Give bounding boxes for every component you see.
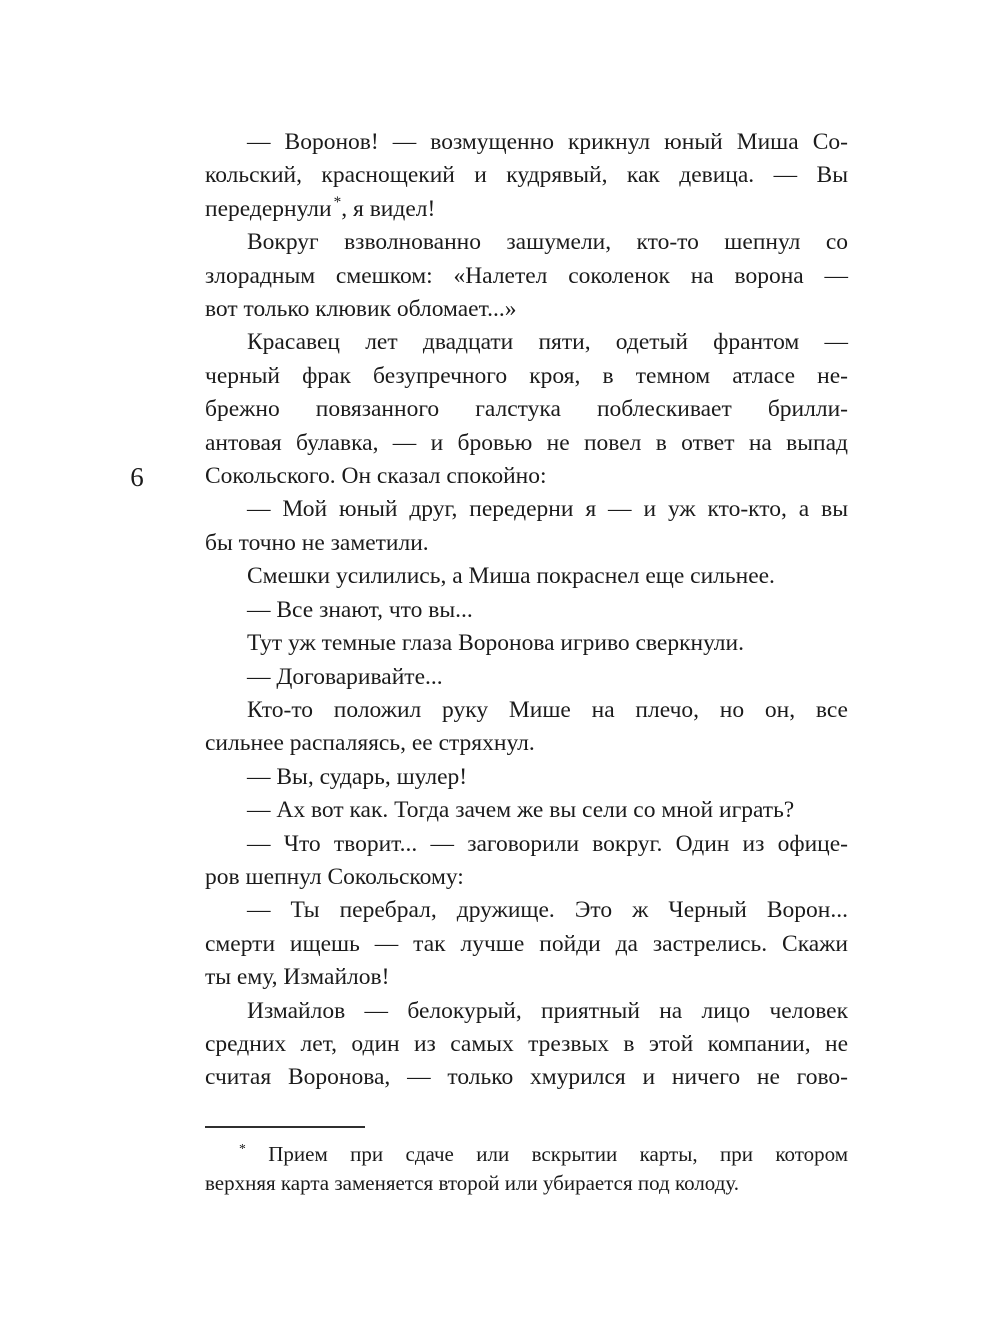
text-line: кольский, краснощекий и кудрявый, как девица. — Вы — [205, 162, 848, 189]
paragraph — [205, 560, 848, 593]
paragraph — [205, 126, 848, 226]
text-line: смерти ищешь — так лучше пойди да застрелись. Скажи — [205, 930, 848, 957]
text-line: черный фрак безупречного кроя, в темном атласе не- — [205, 362, 848, 389]
text-line: — Ах вот как. Тогда зачем же вы сели со мной играть? — [247, 797, 795, 824]
paragraph — [205, 1140, 848, 1197]
paragraph — [205, 694, 848, 761]
paragraph — [205, 995, 848, 1095]
text-line: Измайлов — белокурый, приятный на лицо человек — [247, 997, 848, 1024]
text-line: сильнее распаляясь, ее стряхнул. — [205, 730, 535, 757]
text-line: * Прием при сдаче или вскрытии карты, при котором — [239, 1141, 848, 1166]
paragraph — [205, 894, 848, 994]
footnote-marker: * — [239, 1141, 246, 1156]
text-line: — Договаривайте... — [247, 663, 443, 690]
text-line: злорадным смешком: «Налетел соколенок на ворона — — [205, 262, 848, 289]
text-line: — Что творит... — заговорили вокруг. Один из офице- — [247, 830, 848, 857]
text-line: Красавец лет двадцати пяти, одетый франтом — — [247, 329, 848, 356]
paragraph — [205, 226, 848, 326]
text-line: брежно повязанного галстука поблескивает брилли- — [205, 396, 848, 423]
paragraph — [205, 828, 848, 895]
text-line: — Все знают, что вы... — [247, 596, 473, 623]
text-line: — Мой юный друг, передерни я — и уж кто-кто, а вы — [247, 496, 848, 523]
footnote-separator — [205, 1126, 365, 1128]
text-line: — Вы, сударь, шулер! — [247, 763, 468, 790]
text-line: ты ему, Измайлов! — [205, 964, 390, 991]
text-line: ров шепнул Сокольскому: — [205, 863, 464, 890]
text-line: вот только клювик обломает...» — [205, 296, 517, 323]
footnote-marker: * — [333, 193, 342, 211]
paragraph — [205, 493, 848, 560]
text-line: Смешки усилились, а Миша покраснел еще сильнее. — [247, 563, 775, 590]
text-line: средних лет, один из самых трезвых в этой компании, не — [205, 1030, 848, 1057]
footnote — [205, 1140, 848, 1197]
text-line: Вокруг взволнованно зашумели, кто-то шепнул со — [247, 229, 848, 256]
paragraph — [205, 661, 848, 694]
text-line: верхняя карта заменяется второй или убирается под колоду. — [205, 1170, 740, 1195]
text-line: — Ты перебрал, дружище. Это ж Черный Ворон... — [247, 897, 848, 924]
page-number: 6 — [130, 462, 144, 492]
paragraph — [205, 761, 848, 794]
paragraph — [205, 594, 848, 627]
text-line: Тут уж темные глаза Воронова игриво сверкнули. — [247, 630, 744, 657]
text-line: антовая булавка, — и бровью не повел в ответ на выпад — [205, 429, 848, 456]
paragraph — [205, 794, 848, 827]
text-line: бы точно не заметили. — [205, 529, 429, 556]
text-line: — Воронов! — возмущенно крикнул юный Миша Со- — [247, 129, 848, 155]
paragraph — [205, 326, 848, 493]
text-line: передернули *, я видел! — [205, 193, 436, 222]
body-text — [205, 126, 848, 1095]
paragraph — [205, 627, 848, 660]
text-line: Сокольского. Он сказал спокойно: — [205, 463, 547, 490]
text-line: считая Воронова, — только хмурился и ничего не гово- — [205, 1064, 848, 1091]
text-line: Кто-то положил руку Мише на плечо, но он, все — [247, 696, 848, 723]
